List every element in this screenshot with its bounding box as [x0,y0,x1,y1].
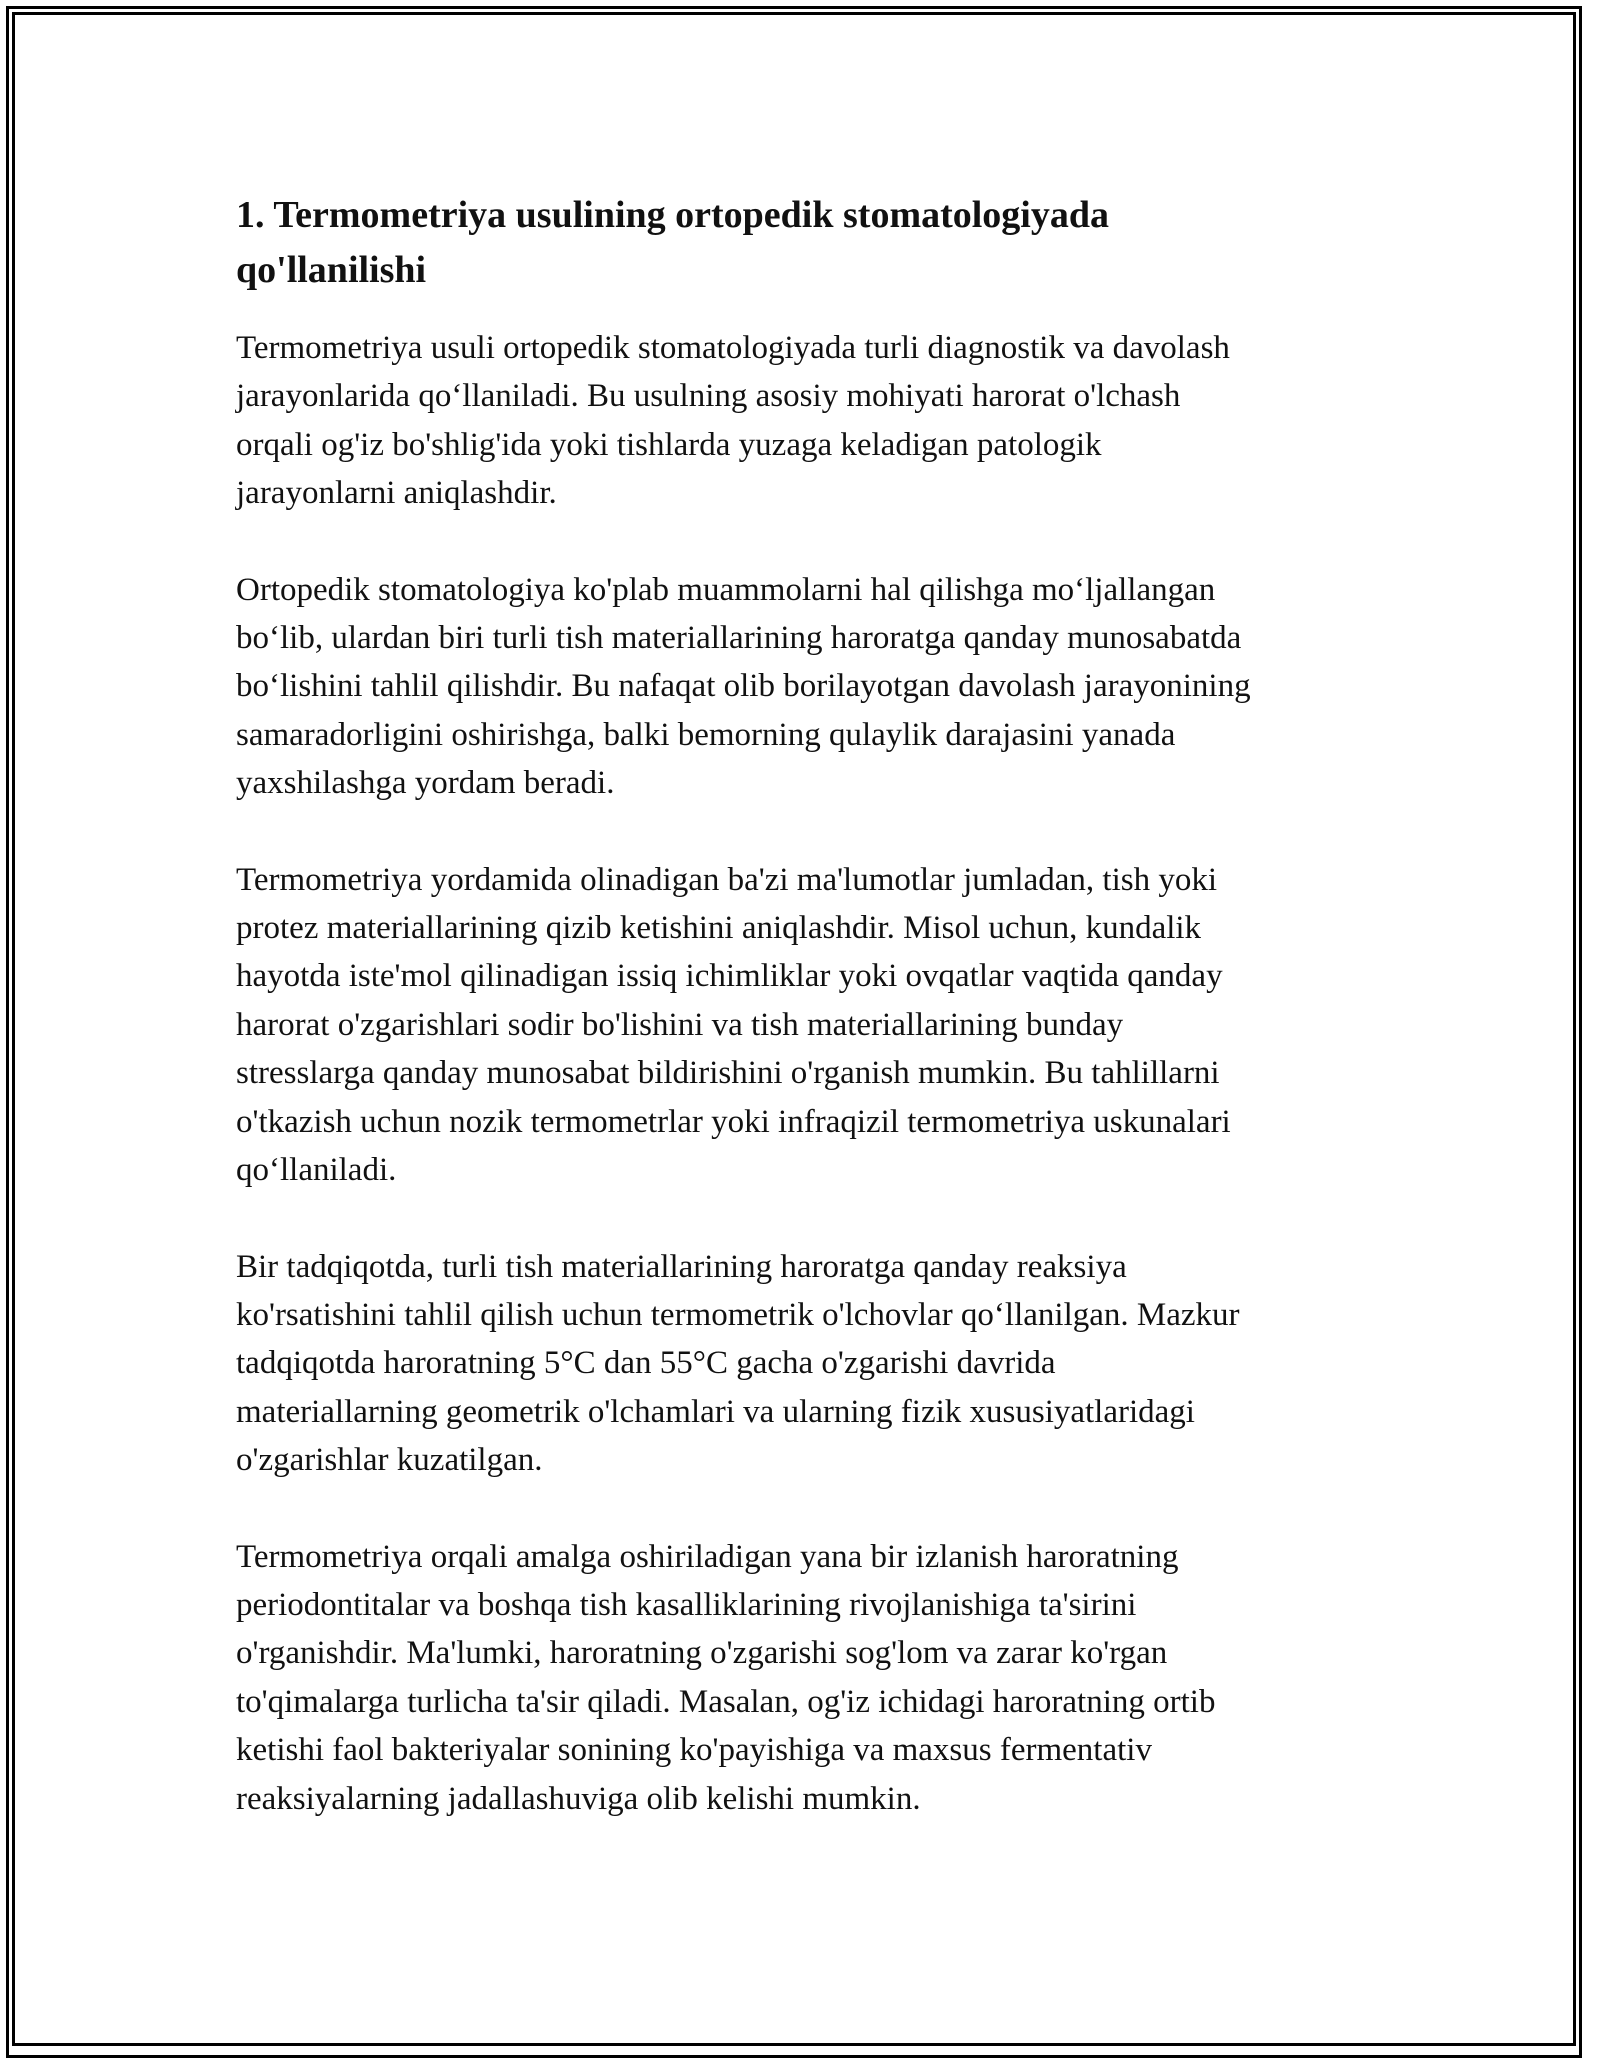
section-heading [236,188,1376,298]
paragraph-5 [236,1533,1376,1823]
text-line: o'tkazish uchun nozik termometrlar yoki infraqizil termometriya uskunalari [236,1103,1231,1140]
paragraph-4 [236,1243,1376,1485]
text-line: jarayonlarida qo‘llaniladi. Bu usulning asosiy mohiyati harorat o'lchash [236,378,1181,415]
text-line: periodontitalar va boshqa tish kasalliklarining rivojlanishiga ta'sirini [236,1586,1137,1623]
text-line: Termometriya yordamida olinadigan ba'zi ma'lumotlar jumladan, tish yoki [236,861,1217,898]
text-line: protez materiallarining qizib ketishini aniqlashdir. Misol uchun, kundalik [236,910,1202,947]
text-line: materiallarning geometrik o'lchamlari va ularning fizik xususiyatlaridagi [236,1393,1195,1430]
text-line: to'qimalarga turlicha ta'sir qiladi. Masalan, og'iz ichidagi haroratning ortib [236,1683,1216,1720]
text-line: o'zgarishlar kuzatilgan. [236,1442,543,1479]
paragraph-3 [236,856,1376,1195]
text-line: ko'rsatishini tahlil qilish uchun termometrik o'lchovlar qo‘llanilgan. Mazkur [236,1296,1240,1333]
text-line: reaksiyalarning jadallashuviga olib kelishi mumkin. [236,1780,921,1817]
text-line: yaxshilashga yordam beradi. [236,765,615,802]
text-line: Termometriya usuli ortopedik stomatologiyada turli diagnostik va davolash [236,330,1230,366]
heading-line: 1. Termometriya usulining ortopedik stomatologiyada [236,194,1109,236]
text-line: tadqiqotda haroratning 5°C dan 55°C gacha o'zgarishi davrida [236,1345,1056,1382]
text-line: qo‘llaniladi. [236,1152,397,1189]
text-line: harorat o'zgarishlari sodir bo'lishini va tish materiallarining bunday [236,1006,1124,1043]
text-line: o'rganishdir. Ma'lumki, haroratning o'zgarishi sog'lom va zarar ko'rgan [236,1635,1168,1672]
text-line: Ortopedik stomatologiya ko'plab muammolarni hal qilishga mo‘ljallangan [236,571,1216,608]
text-line: samaradorligini oshirishga, balki bemorning qulaylik darajasini yanada [236,716,1176,753]
text-line: Termometriya orqali amalga oshiriladigan yana bir izlanish haroratning [236,1538,1179,1575]
document-body [236,188,1376,1871]
paragraph-2 [236,566,1376,808]
text-line: stresslarga qanday munosabat bildirishini o'rganish mumkin. Bu tahlillarni [236,1055,1220,1092]
paragraph-1 [236,324,1376,518]
text-line: bo‘lishini tahlil qilishdir. Bu nafaqat olib borilayotgan davolash jarayonining [236,668,1251,705]
text-line: orqali og'iz bo'shlig'ida yoki tishlarda yuzaga keladigan patologik [236,426,1102,463]
text-line: Bir tadqiqotda, turli tish materiallarining haroratga qanday reaksiya [236,1248,1127,1285]
text-line: jarayonlarni aniqlashdir. [236,475,557,512]
text-line: hayotda iste'mol qilinadigan issiq ichimliklar yoki ovqatlar vaqtida qanday [236,958,1223,995]
text-line: ketishi faol bakteriyalar sonining ko'payishiga va maxsus fermentativ [236,1732,1152,1769]
text-line: bo‘lib, ulardan biri turli tish materiallarining haroratga qanday munosabatda [236,620,1242,657]
heading-line: qo'llanilishi [236,249,427,291]
